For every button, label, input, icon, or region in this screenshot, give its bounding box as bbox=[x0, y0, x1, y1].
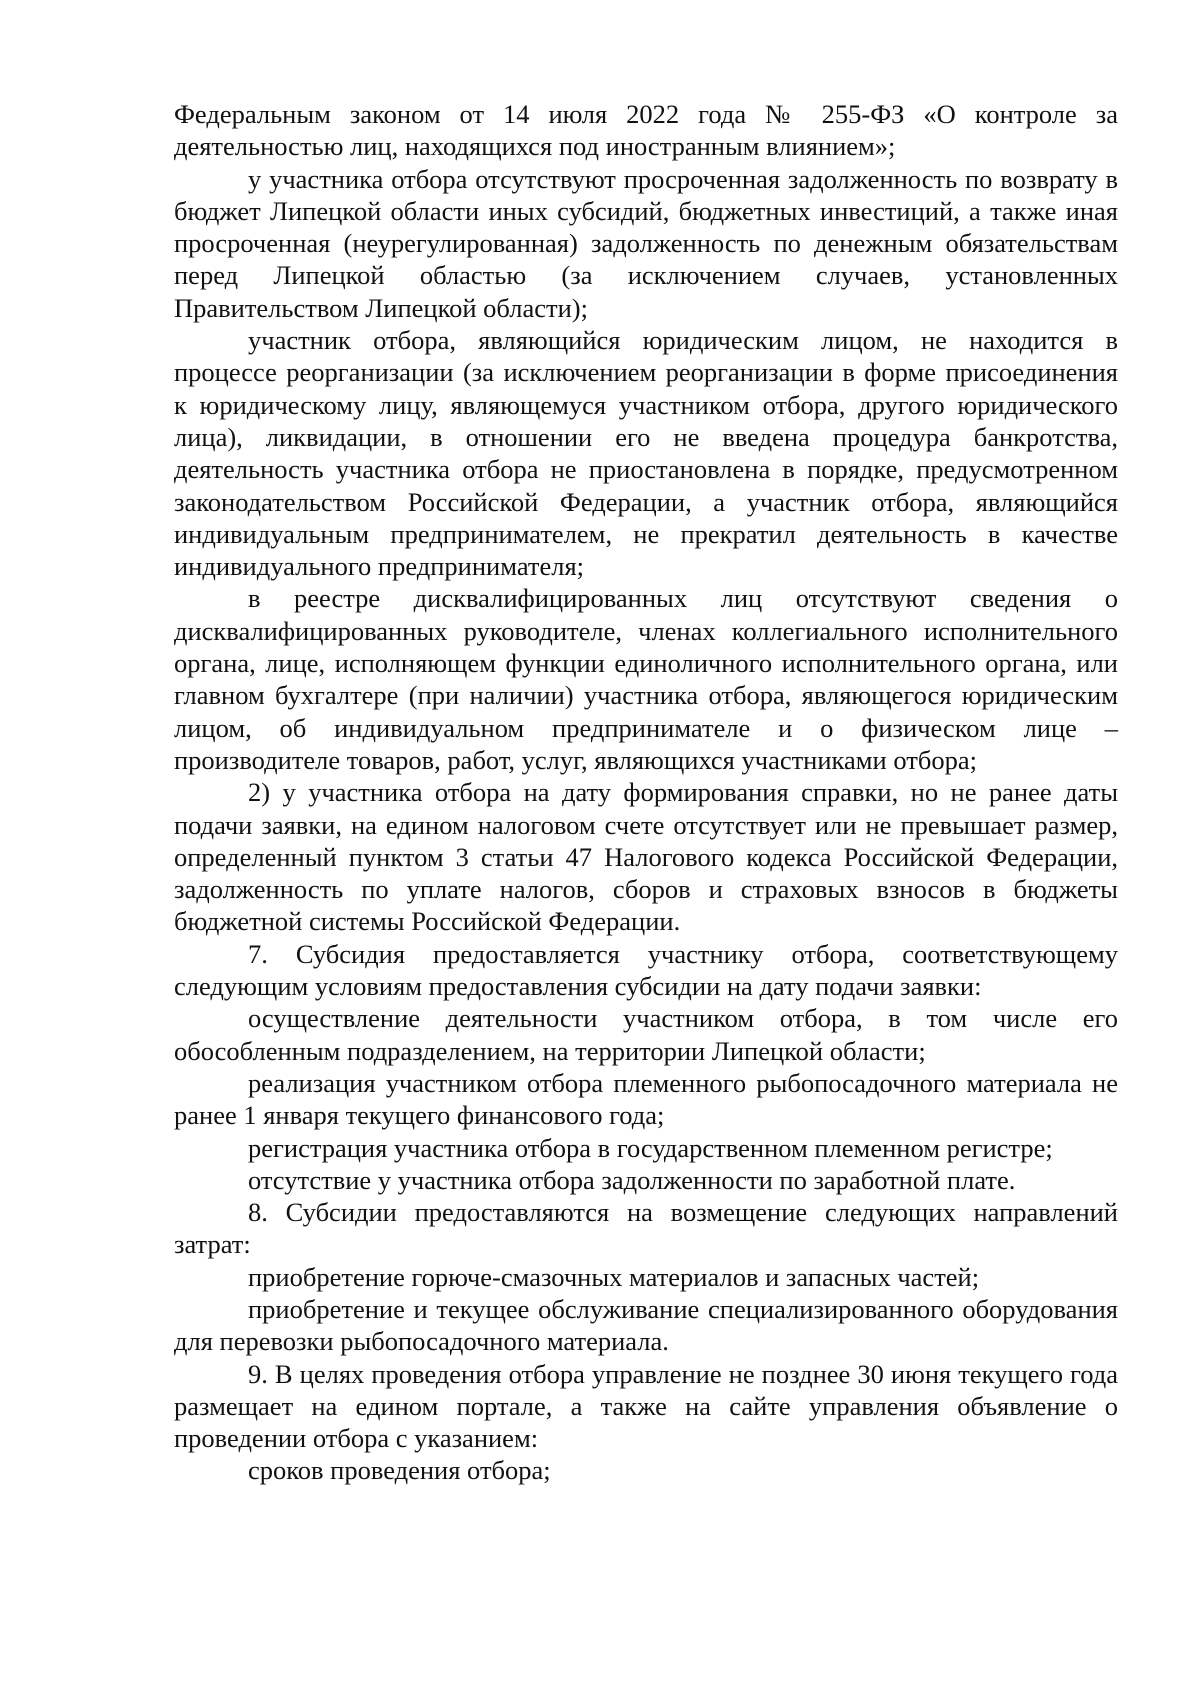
paragraph-fuel-parts: приобретение горюче-смазочных материалов и запасных частей; bbox=[248, 1261, 980, 1292]
paragraph-item-7: 7. Субсидия предоставляется участнику отбора, соответствующему следующим условиям предоставления субсидии на дату подачи заявки: bbox=[174, 938, 1118, 1002]
paragraph-item-8: 8. Субсидии предоставляются на возмещение следующих направлений затрат: bbox=[174, 1197, 1118, 1260]
paragraph-no-overdue-debt: у участника отбора отсутствуют просроченная задолженность по возврату в бюджет Липецкой области иных субсидий, бюджетных инвестиций, а также иная просроченная (неурегулированная) задолженность по денежным обязательствам перед Липецкой областью (за исключением случаев, установленных Правительством Липецкой области); bbox=[174, 163, 1118, 323]
paragraph-registration: регистрация участника отбора в государственном племенном регистре; bbox=[248, 1132, 1053, 1163]
paragraph-item-9: 9. В целях проведения отбора управление не позднее 30 июня текущего года размещает на едином портале, а также на сайте управления объявление о проведении отбора с указанием: bbox=[174, 1358, 1118, 1454]
paragraph-disqualified-registry: в реестре дисквалифицированных лиц отсутствуют сведения о дисквалифицированных руководителе, членах коллегиального исполнительного органа, лице, исполняющем функции единоличного исполнительного органа, или главном бухгалтере (при наличии) участника отбора, являющегося юридическим лицом, об индивидуальном предпринимателе и о физическом лице – производителе товаров, работ, услуг, являющихся участниками отбора; bbox=[174, 583, 1118, 775]
paragraph-sale-material: реализация участником отбора племенного рыбопосадочного материала не ранее 1 января текущего финансового года; bbox=[174, 1067, 1118, 1131]
paragraph-no-reorganization: участник отбора, являющийся юридическим лицом, не находится в процессе реорганизации (за исключением реорганизации в форме присоединения к юридическому лицу, являющемуся участником отбора, другого юридического лица), ликвидации, в отношении его не введена процедура банкротства, деятельность участника отбора не приостановлена в порядке, предусмотренном законодательством Российской Федерации, а участник отбора, являющийся индивидуальным предпринимателем, не прекратил деятельность в качестве индивидуального предпринимателя; bbox=[174, 325, 1118, 582]
paragraph-selection-dates: сроков проведения отбора; bbox=[248, 1455, 551, 1486]
paragraph-equipment: приобретение и текущее обслуживание специализированного оборудования для перевозки рыбопосадочного материала. bbox=[174, 1293, 1118, 1357]
paragraph-activity-territory: осуществление деятельности участником отбора, в том числе его обособленным подразделением, на территории Липецкой области; bbox=[174, 1003, 1118, 1066]
paragraph-tax-debt: 2) у участника отбора на дату формирования справки, но не ранее даты подачи заявки, на едином налоговом счете отсутствует или не превышает размер, определенный пунктом 3 статьи 47 Налогового кодекса Российской Федерации, задолженность по уплате налогов, сборов и страховых взносов в бюджеты бюджетной системы Российской Федерации. bbox=[174, 777, 1118, 937]
paragraph-law-reference: Федеральным законом от 14 июля 2022 года № 255-ФЗ «О контроле за деятельностью лиц, находящихся под иностранным влиянием»; bbox=[174, 99, 1118, 162]
document-body bbox=[174, 98, 1118, 1487]
paragraph-no-salary-debt: отсутствие у участника отбора задолженности по заработной плате. bbox=[248, 1164, 1016, 1195]
